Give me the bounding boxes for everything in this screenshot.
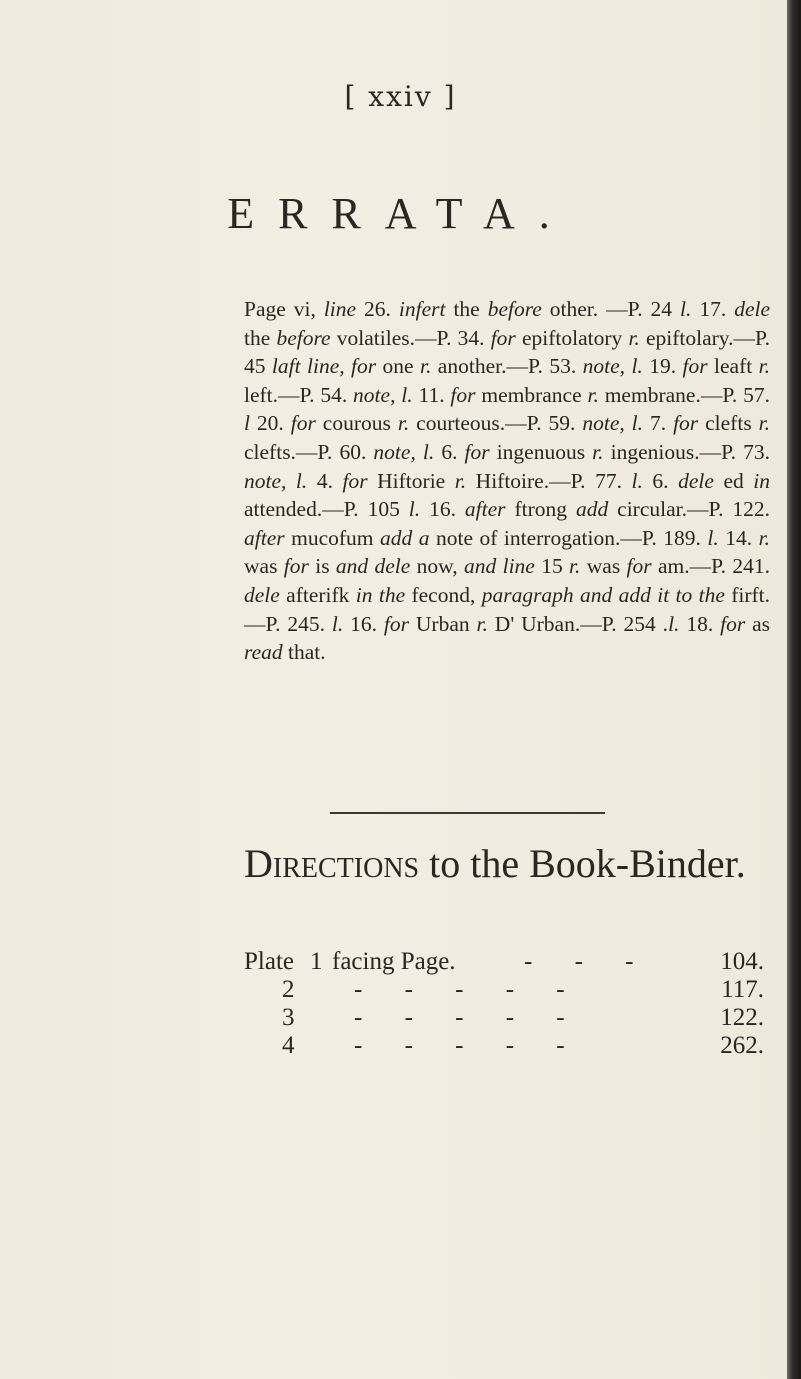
plate-leader-dashes: - - - - - (354, 1004, 583, 1031)
errata-run: other. —P. 24 (541, 297, 681, 321)
errata-italic-run: dele (734, 297, 770, 321)
errata-italic-run: l (244, 411, 250, 436)
errata-italic-run: r. (420, 354, 432, 379)
plate-number: 2 (282, 976, 295, 1003)
plate-row (244, 948, 764, 976)
errata-run: another.—P. 53. (431, 354, 583, 379)
errata-italic-run: r. (569, 554, 581, 579)
plate-number: 1 (310, 948, 323, 975)
plate-row (244, 1032, 764, 1060)
errata-run: D' Urban.—P. 254 . (487, 611, 669, 636)
errata-run: ingenious.—P. 73. (603, 439, 770, 464)
plates-list (244, 948, 764, 1060)
plate-leader-dashes: - - - - - (354, 976, 583, 1003)
errata-run: that. (282, 640, 326, 665)
errata-italic-run: r. (587, 382, 599, 407)
errata-italic-run: for (720, 611, 746, 636)
errata-run: Page vi, (244, 297, 324, 321)
errata-run: 15 (534, 554, 570, 579)
errata-run: ed (713, 468, 754, 493)
plate-leader-dashes: - - - (524, 948, 652, 975)
section-divider (330, 812, 605, 814)
errata-italic-run: for (290, 411, 316, 436)
errata-italic-run: for (673, 411, 699, 436)
errata-italic-run: for (682, 354, 708, 379)
errata-run: ingenuous (489, 439, 593, 464)
errata-run: 4. (307, 468, 343, 493)
plate-page-reference: 117. (721, 976, 764, 1003)
errata-italic-run: before (276, 325, 331, 350)
errata-run: is (308, 554, 336, 579)
errata-italic-run: for (490, 325, 516, 350)
errata-italic-run: for (342, 468, 368, 493)
errata-italic-run: note, l. (353, 382, 413, 407)
errata-run: as (745, 611, 770, 636)
errata-run: Urban (409, 611, 477, 636)
errata-italic-run: l. (707, 525, 719, 550)
errata-run: 6. (642, 468, 679, 493)
plate-facing-text: facing Page. (332, 948, 456, 975)
errata-run: note of interrogation.—P. 189. (429, 525, 708, 550)
errata-italic-run: laft line, for (271, 354, 377, 379)
errata-italic-run: line (323, 297, 357, 321)
errata-italic-run: r. (454, 468, 467, 493)
plate-page-reference: 122. (720, 1004, 764, 1031)
errata-italic-run: add (575, 497, 609, 522)
directions-heading-first-word: Directions (244, 841, 420, 886)
errata-italic-run: note, l. (373, 439, 435, 464)
errata-run: now, (410, 554, 465, 579)
errata-italic-run: r. (758, 411, 770, 436)
errata-run: afterifk (279, 582, 356, 607)
errata-run: 19. (642, 354, 683, 379)
errata-run: clefts.—P. 60. (244, 439, 374, 464)
errata-italic-run: infert (398, 297, 446, 321)
errata-run: Hiftorie (367, 468, 455, 493)
errata-run: courous (315, 411, 398, 436)
errata-italic-run: r. (758, 354, 771, 379)
plate-number: 3 (282, 1004, 295, 1031)
errata-run: epiftolatory (515, 325, 629, 350)
errata-run: 26. (356, 297, 399, 321)
errata-italic-run: and dele (335, 554, 411, 579)
errata-run: 16. (343, 611, 384, 636)
errata-italic-run: l. (631, 468, 643, 493)
errata-run: was (580, 554, 627, 579)
errata-run: the (445, 297, 488, 321)
errata-run: mucofum (284, 525, 380, 550)
errata-italic-run: after (244, 525, 285, 550)
errata-run: 17. (691, 297, 735, 321)
errata-run: was (244, 554, 284, 579)
errata-italic-run: r. (758, 525, 770, 550)
errata-italic-run: for (383, 611, 409, 636)
errata-run: leaft (707, 354, 759, 379)
errata-run: clefts (698, 411, 759, 436)
plate-number: 4 (282, 1032, 295, 1059)
errata-run: one (376, 354, 421, 379)
errata-run: epiftolary.—P. 45 (244, 325, 770, 379)
errata-run: ftrong (505, 497, 576, 522)
errata-run: 16. (420, 497, 465, 522)
errata-italic-run: add a (380, 525, 430, 550)
errata-run: circular.—P. 122. (608, 497, 771, 522)
plate-leader-dashes: - - - - - (354, 1032, 583, 1059)
errata-italic-run: dele (244, 582, 280, 607)
errata-italic-run: l. (331, 611, 344, 636)
errata-run: 18. (679, 611, 721, 636)
errata-run: left.—P. 54. (244, 382, 354, 407)
errata-italic-run: paragraph and add it to the (481, 582, 725, 607)
errata-italic-run: in the (355, 582, 406, 607)
errata-italic-run: dele (678, 468, 714, 493)
errata-run: membrance (475, 382, 588, 407)
errata-italic-run: in (753, 468, 771, 493)
errata-run: Hiftoire.—P. 77. (466, 468, 632, 493)
errata-italic-run: and line (464, 554, 535, 579)
errata-italic-run: note, l. (582, 411, 644, 436)
plate-page-reference: 262. (720, 1032, 764, 1059)
errata-text (244, 295, 770, 667)
directions-heading (244, 840, 784, 887)
errata-italic-run: for (450, 382, 476, 407)
errata-italic-run: r. (592, 439, 604, 464)
plate-row (244, 976, 764, 1004)
errata-italic-run: l. (668, 611, 680, 636)
errata-italic-run: for (464, 439, 490, 464)
errata-run: am.—P. 241. (651, 554, 771, 579)
errata-run: membrane.—P. 57. (598, 382, 770, 407)
errata-italic-run: note, l. (582, 354, 643, 379)
directions-heading-rest: to the Book-Binder. (419, 841, 746, 886)
errata-run: volatiles.—P. 34. (330, 325, 491, 350)
errata-italic-run: for (626, 554, 652, 579)
errata-italic-run: note, l. (244, 468, 308, 493)
plate-row (244, 1004, 764, 1032)
errata-run: 7. (643, 411, 674, 436)
errata-italic-run: read (244, 640, 283, 665)
errata-run: attended.—P. 105 (244, 497, 409, 522)
errata-run: the (244, 325, 277, 350)
plate-page-reference: 104. (720, 948, 764, 975)
plate-label: Plate (244, 948, 294, 975)
errata-run: 6. (434, 439, 465, 464)
errata-run: firft.—P. 245. (244, 582, 771, 636)
errata-italic-run: r. (397, 411, 410, 436)
errata-italic-run: before (487, 297, 542, 321)
errata-italic-run: after (464, 497, 506, 522)
errata-italic-run: r. (628, 325, 640, 350)
errata-run: fecond, (405, 582, 482, 607)
errata-italic-run: l. (408, 497, 421, 522)
page-number: [ xxiv ] (344, 80, 457, 113)
errata-run: courteous.—P. 59. (409, 411, 583, 436)
errata-title: ERRATA. (227, 189, 574, 238)
errata-italic-run: r. (476, 611, 488, 636)
errata-italic-run: l. (680, 297, 692, 321)
errata-run: 14. (718, 525, 759, 550)
errata-run: 11. (412, 382, 451, 407)
errata-run: 20. (249, 411, 291, 436)
errata-italic-run: for (283, 554, 309, 579)
